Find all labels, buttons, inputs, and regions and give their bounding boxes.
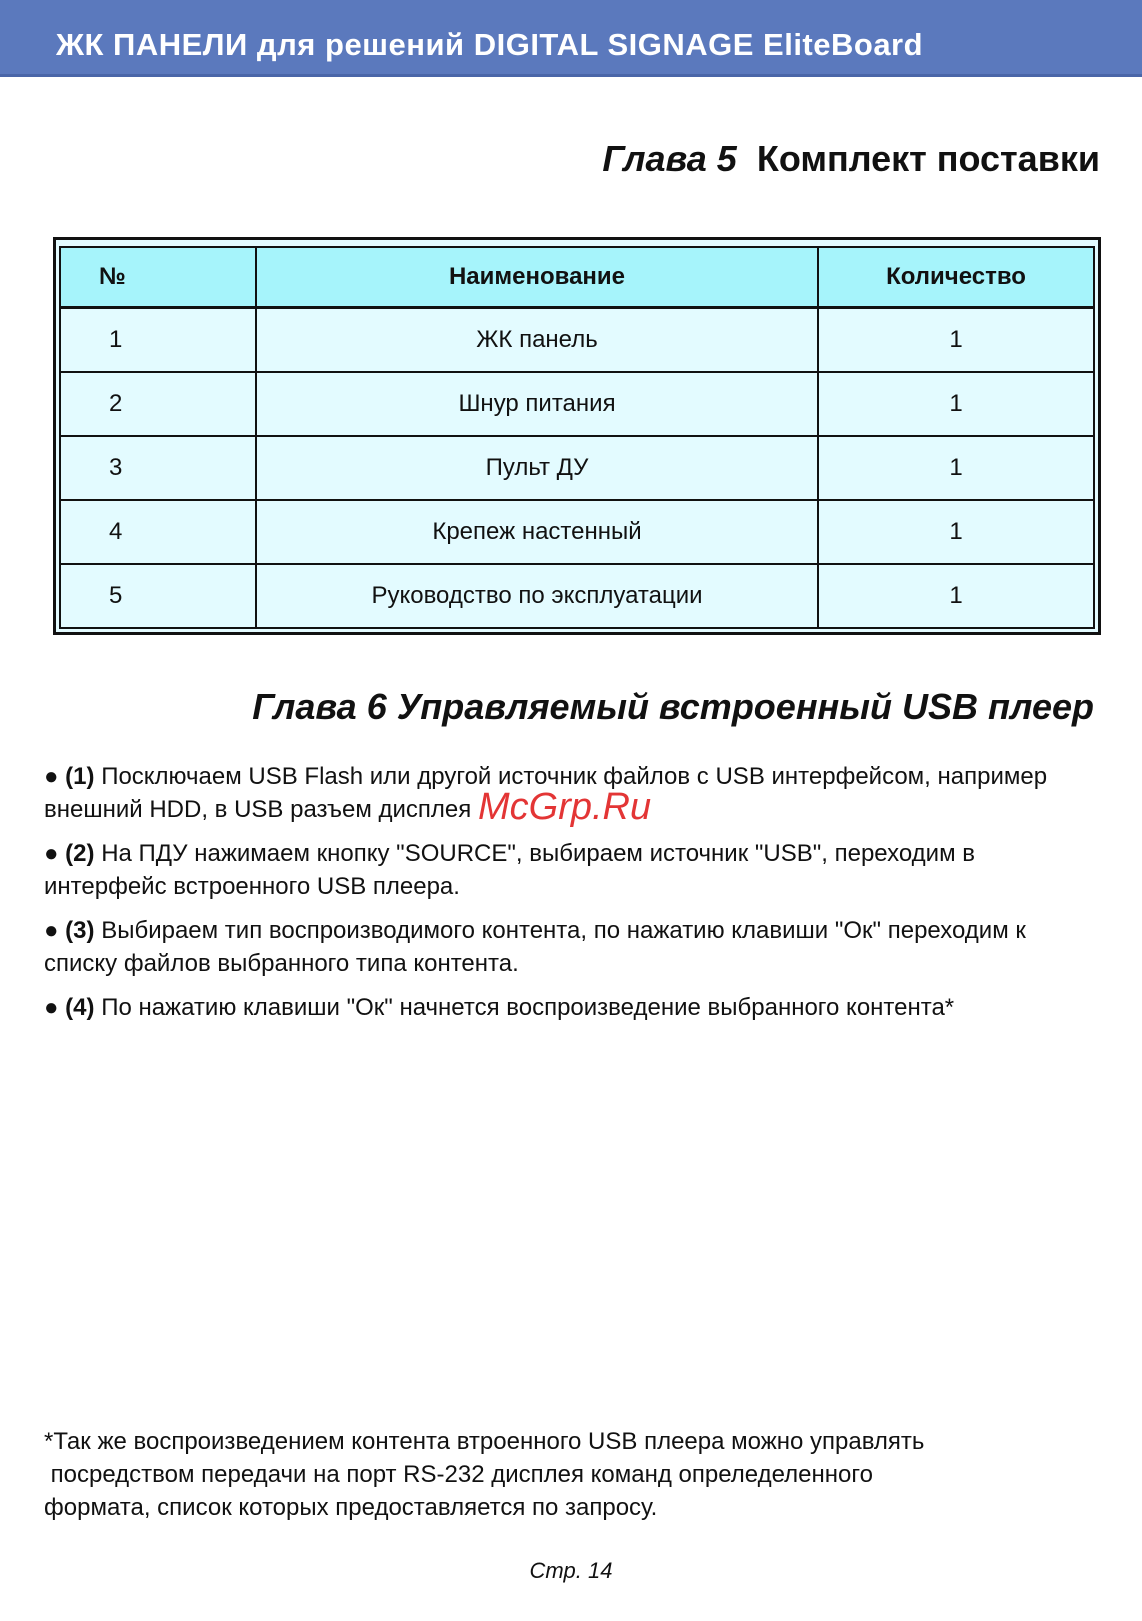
row-number: 4 (60, 500, 256, 564)
bullet-icon: ● (44, 763, 59, 790)
list-item (44, 991, 1104, 1024)
row-number: 3 (60, 436, 256, 500)
bullet-icon: ● (44, 994, 59, 1021)
watermark: McGrp.Ru (478, 786, 652, 828)
column-header-number: № (60, 247, 256, 308)
step-number: (1) (65, 763, 95, 790)
row-number: 1 (60, 308, 256, 373)
header-title: ЖК ПАНЕЛИ для решений DIGITAL SIGNAGE EliteBoard (56, 27, 924, 62)
package-contents-table (53, 237, 1101, 635)
chapter-5-title: Комплект поставки (756, 138, 1100, 179)
row-name: Пульт ДУ (256, 436, 818, 500)
chapter-6-heading: Глава 6 Управляемый встроенный USB плеер (252, 686, 1094, 727)
list-item (44, 914, 1104, 980)
step-number: (4) (65, 994, 95, 1021)
row-name: Шнур питания (256, 372, 818, 436)
row-quantity: 1 (818, 436, 1094, 500)
row-name: Крепеж настенный (256, 500, 818, 564)
step-text: Посключаем USB Flash или другой источник файлов с USB интерфейсом, например внешний HDD, в USB разъем дисплея (44, 763, 1048, 823)
row-number: 2 (60, 372, 256, 436)
page-number: Стр. 14 (529, 1558, 613, 1583)
step-number: (3) (65, 917, 95, 944)
table-header-row (60, 247, 1094, 308)
footnote-line-2: посредством передачи на порт RS-232 дисплея команд опреледеленного (44, 1461, 873, 1488)
column-header-name: Наименование (256, 247, 818, 308)
footnote-line-3: формата, список которых предоставляется по запросу. (44, 1494, 658, 1521)
row-number: 5 (60, 564, 256, 628)
row-quantity: 1 (818, 564, 1094, 628)
table-row (60, 564, 1094, 628)
step-text: По нажатию клавиши "Ок" начнется воспроизведение выбранного контента* (101, 994, 955, 1021)
step-text: На ПДУ нажимаем кнопку "SOURCE", выбираем источник "USB", переходим в интерфейс встроенного USB плеера. (44, 840, 975, 900)
list-item (44, 837, 1104, 903)
table-row (60, 436, 1094, 500)
row-quantity: 1 (818, 372, 1094, 436)
table-row (60, 500, 1094, 564)
step-number: (2) (65, 840, 95, 867)
row-quantity: 1 (818, 308, 1094, 373)
bullet-icon: ● (44, 917, 59, 944)
row-quantity: 1 (818, 500, 1094, 564)
page-header (0, 0, 1142, 77)
bullet-icon: ● (44, 840, 59, 867)
row-name: Руководство по эксплуатации (256, 564, 818, 628)
step-text: Выбираем тип воспроизводимого контента, по нажатию клавиши "Ок" переходим к списку файлов выбранного типа контента. (44, 917, 1026, 977)
table-row (60, 308, 1094, 373)
footnote-line-1: *Так же воспроизведением контента втроенного USB плеера можно управлять (44, 1428, 925, 1455)
table-row (60, 372, 1094, 436)
chapter-5-prefix: Глава 5 (602, 138, 737, 179)
row-name: ЖК панель (256, 308, 818, 373)
footnote (44, 1425, 1104, 1524)
chapter-5-heading (602, 138, 1100, 180)
column-header-quantity: Количество (818, 247, 1094, 308)
